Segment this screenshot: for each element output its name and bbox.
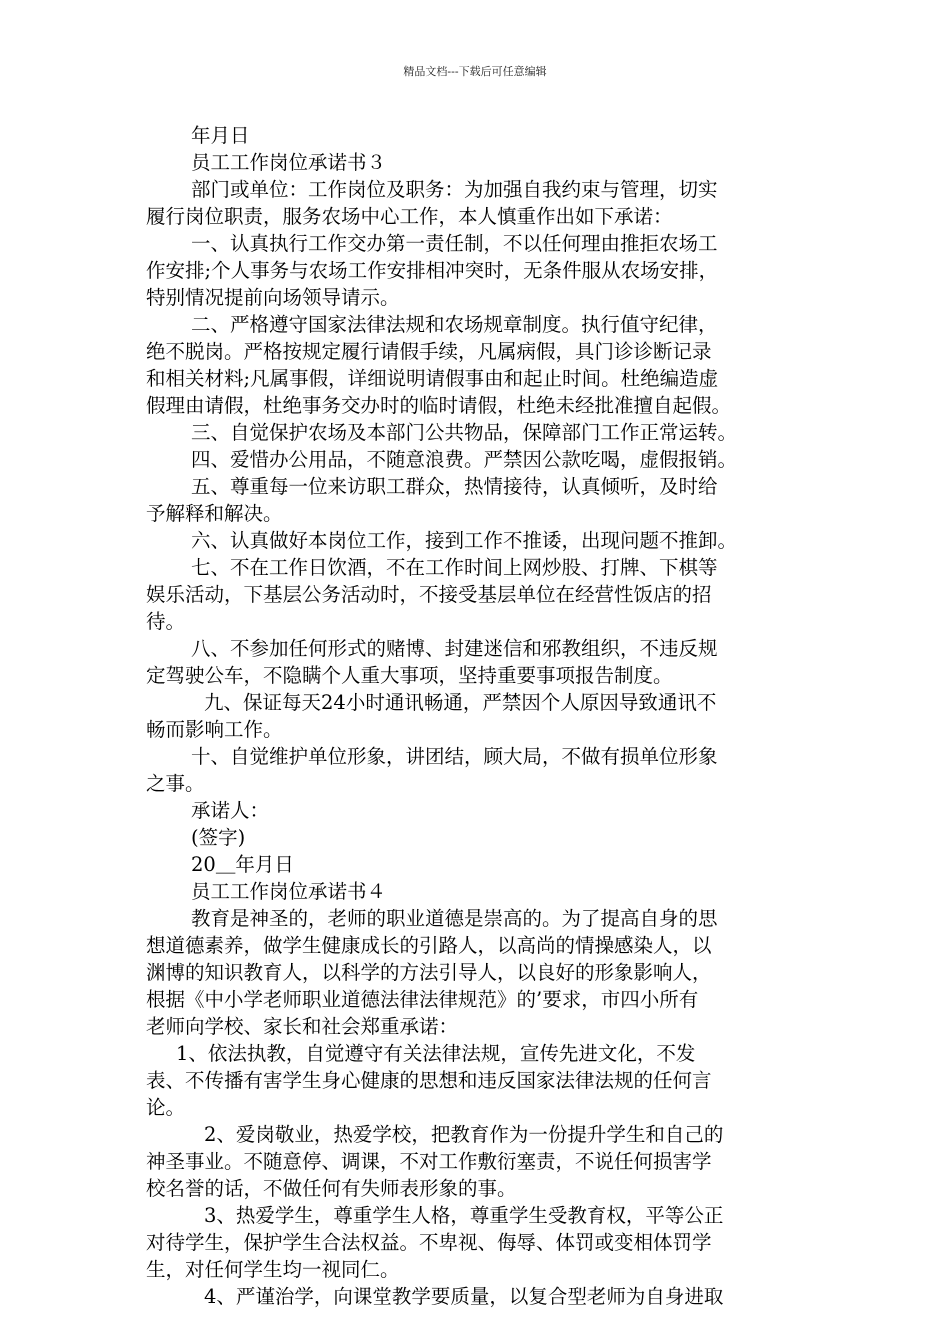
text-line: 员工工作岗位承诺书４ — [191, 880, 387, 903]
text-line: 教育是神圣的，老师的职业道德是崇高的。为了提高自身的思 — [191, 907, 718, 930]
text-line: 六、认真做好本岗位工作，接到工作不推诿，出现问题不推卸。 — [191, 529, 738, 552]
text-line: 五、尊重每一位来访职工群众，热情接待，认真倾听，及时给 — [191, 475, 718, 498]
text-line: 老师向学校、家长和社会郑重承诺： — [146, 1015, 459, 1038]
text-line: 九、保证每天24小时通讯畅通，严禁因个人原因导致通讯不 — [204, 691, 717, 714]
text-line: 八、不参加任何形式的赌博、封建迷信和邪教组织，不违反规 — [191, 637, 718, 660]
text-line: 作安排;个人事务与农场工作安排相冲突时，无条件服从农场安排， — [146, 259, 719, 282]
text-line: 4、严谨治学，向课堂教学要质量，以复合型老师为自身进取 — [204, 1285, 724, 1308]
text-line: 对待学生，保护学生合法权益。不卑视、侮辱、体罚或变相体罚学 — [146, 1231, 712, 1254]
text-line: 之事。 — [146, 772, 205, 795]
text-line: 3、热爱学生，尊重学生人格，尊重学生受教育权，平等公正 — [204, 1204, 724, 1227]
page-header: 精品文档---下载后可任意编辑 — [403, 65, 547, 78]
text-line: 假理由请假，杜绝事务交办时的临时请假，杜绝未经批准擅自起假。 — [146, 394, 732, 417]
text-line: 三、自觉保护农场及本部门公共物品，保障部门工作正常运转。 — [191, 421, 738, 444]
text-line: 四、爱惜办公用品，不随意浪费。严禁因公款吃喝，虚假报销。 — [191, 448, 738, 471]
text-line: (签字) — [191, 826, 246, 849]
text-line: 承诺人： — [191, 799, 270, 822]
text-line: 和相关材料;凡属事假，详细说明请假事由和起止时间。杜绝编造虚 — [146, 367, 719, 390]
text-line: 校名誉的话，不做任何有失师表形象的事。 — [146, 1177, 517, 1200]
text-line: 生，对任何学生均一视同仁。 — [146, 1258, 400, 1281]
text-line: 娱乐活动，下基层公务活动时，不接受基层单位在经营性饭店的招 — [146, 583, 712, 606]
text-line: 履行岗位职责，服务农场中心工作，本人慎重作出如下承诺： — [146, 205, 673, 228]
text-line: 员工工作岗位承诺书３ — [191, 151, 387, 174]
text-line: 部门或单位：工作岗位及职务：为加强自我约束与管理，切实 — [191, 178, 718, 201]
text-line: 十、自觉维护单位形象，讲团结，顾大局，不做有损单位形象 — [191, 745, 718, 768]
text-line: 畅而影响工作。 — [146, 718, 283, 741]
text-line: 特别情况提前向场领导请示。 — [146, 286, 400, 309]
text-line: 根据《中小学老师职业道德法律法律规范》的’要求，市四小所有 — [146, 988, 699, 1011]
text-line: 绝不脱岗。严格按规定履行请假手续，凡属病假，具门诊诊断记录 — [146, 340, 712, 363]
text-line: 论。 — [146, 1096, 186, 1119]
document-body — [146, 122, 814, 1310]
text-line: 渊博的知识教育人，以科学的方法引导人，以良好的形象影响人， — [146, 961, 712, 984]
text-line: 20＿年月日 — [191, 853, 294, 876]
text-line: 年月日 — [191, 124, 250, 147]
text-line: 2、爱岗敬业，热爱学校，把教育作为一份提升学生和自己的 — [204, 1123, 724, 1146]
text-line: 想道德素养，做学生健康成长的引路人，以高尚的情操感染人，以 — [146, 934, 712, 957]
text-line: 1、依法执教，自觉遵守有关法律法规，宣传先进文化，不发 — [176, 1042, 696, 1065]
text-line: 予解释和解决。 — [146, 502, 283, 525]
text-line: 表、不传播有害学生身心健康的思想和违反国家法律法规的任何言 — [146, 1069, 712, 1092]
text-line: 待。 — [146, 610, 186, 633]
text-line: 定驾驶公车，不隐瞒个人重大事项，坚持重要事项报告制度。 — [146, 664, 673, 687]
text-line: 神圣事业。不随意停、调课，不对工作敷衍塞责，不说任何损害学 — [146, 1150, 712, 1173]
text-line: 二、严格遵守国家法律法规和农场规章制度。执行值守纪律， — [191, 313, 718, 336]
text-line: 七、不在工作日饮酒，不在工作时间上网炒股、打牌、下棋等 — [191, 556, 718, 579]
text-line: 一、认真执行工作交办第一责任制，不以任何理由推拒农场工 — [191, 232, 718, 255]
